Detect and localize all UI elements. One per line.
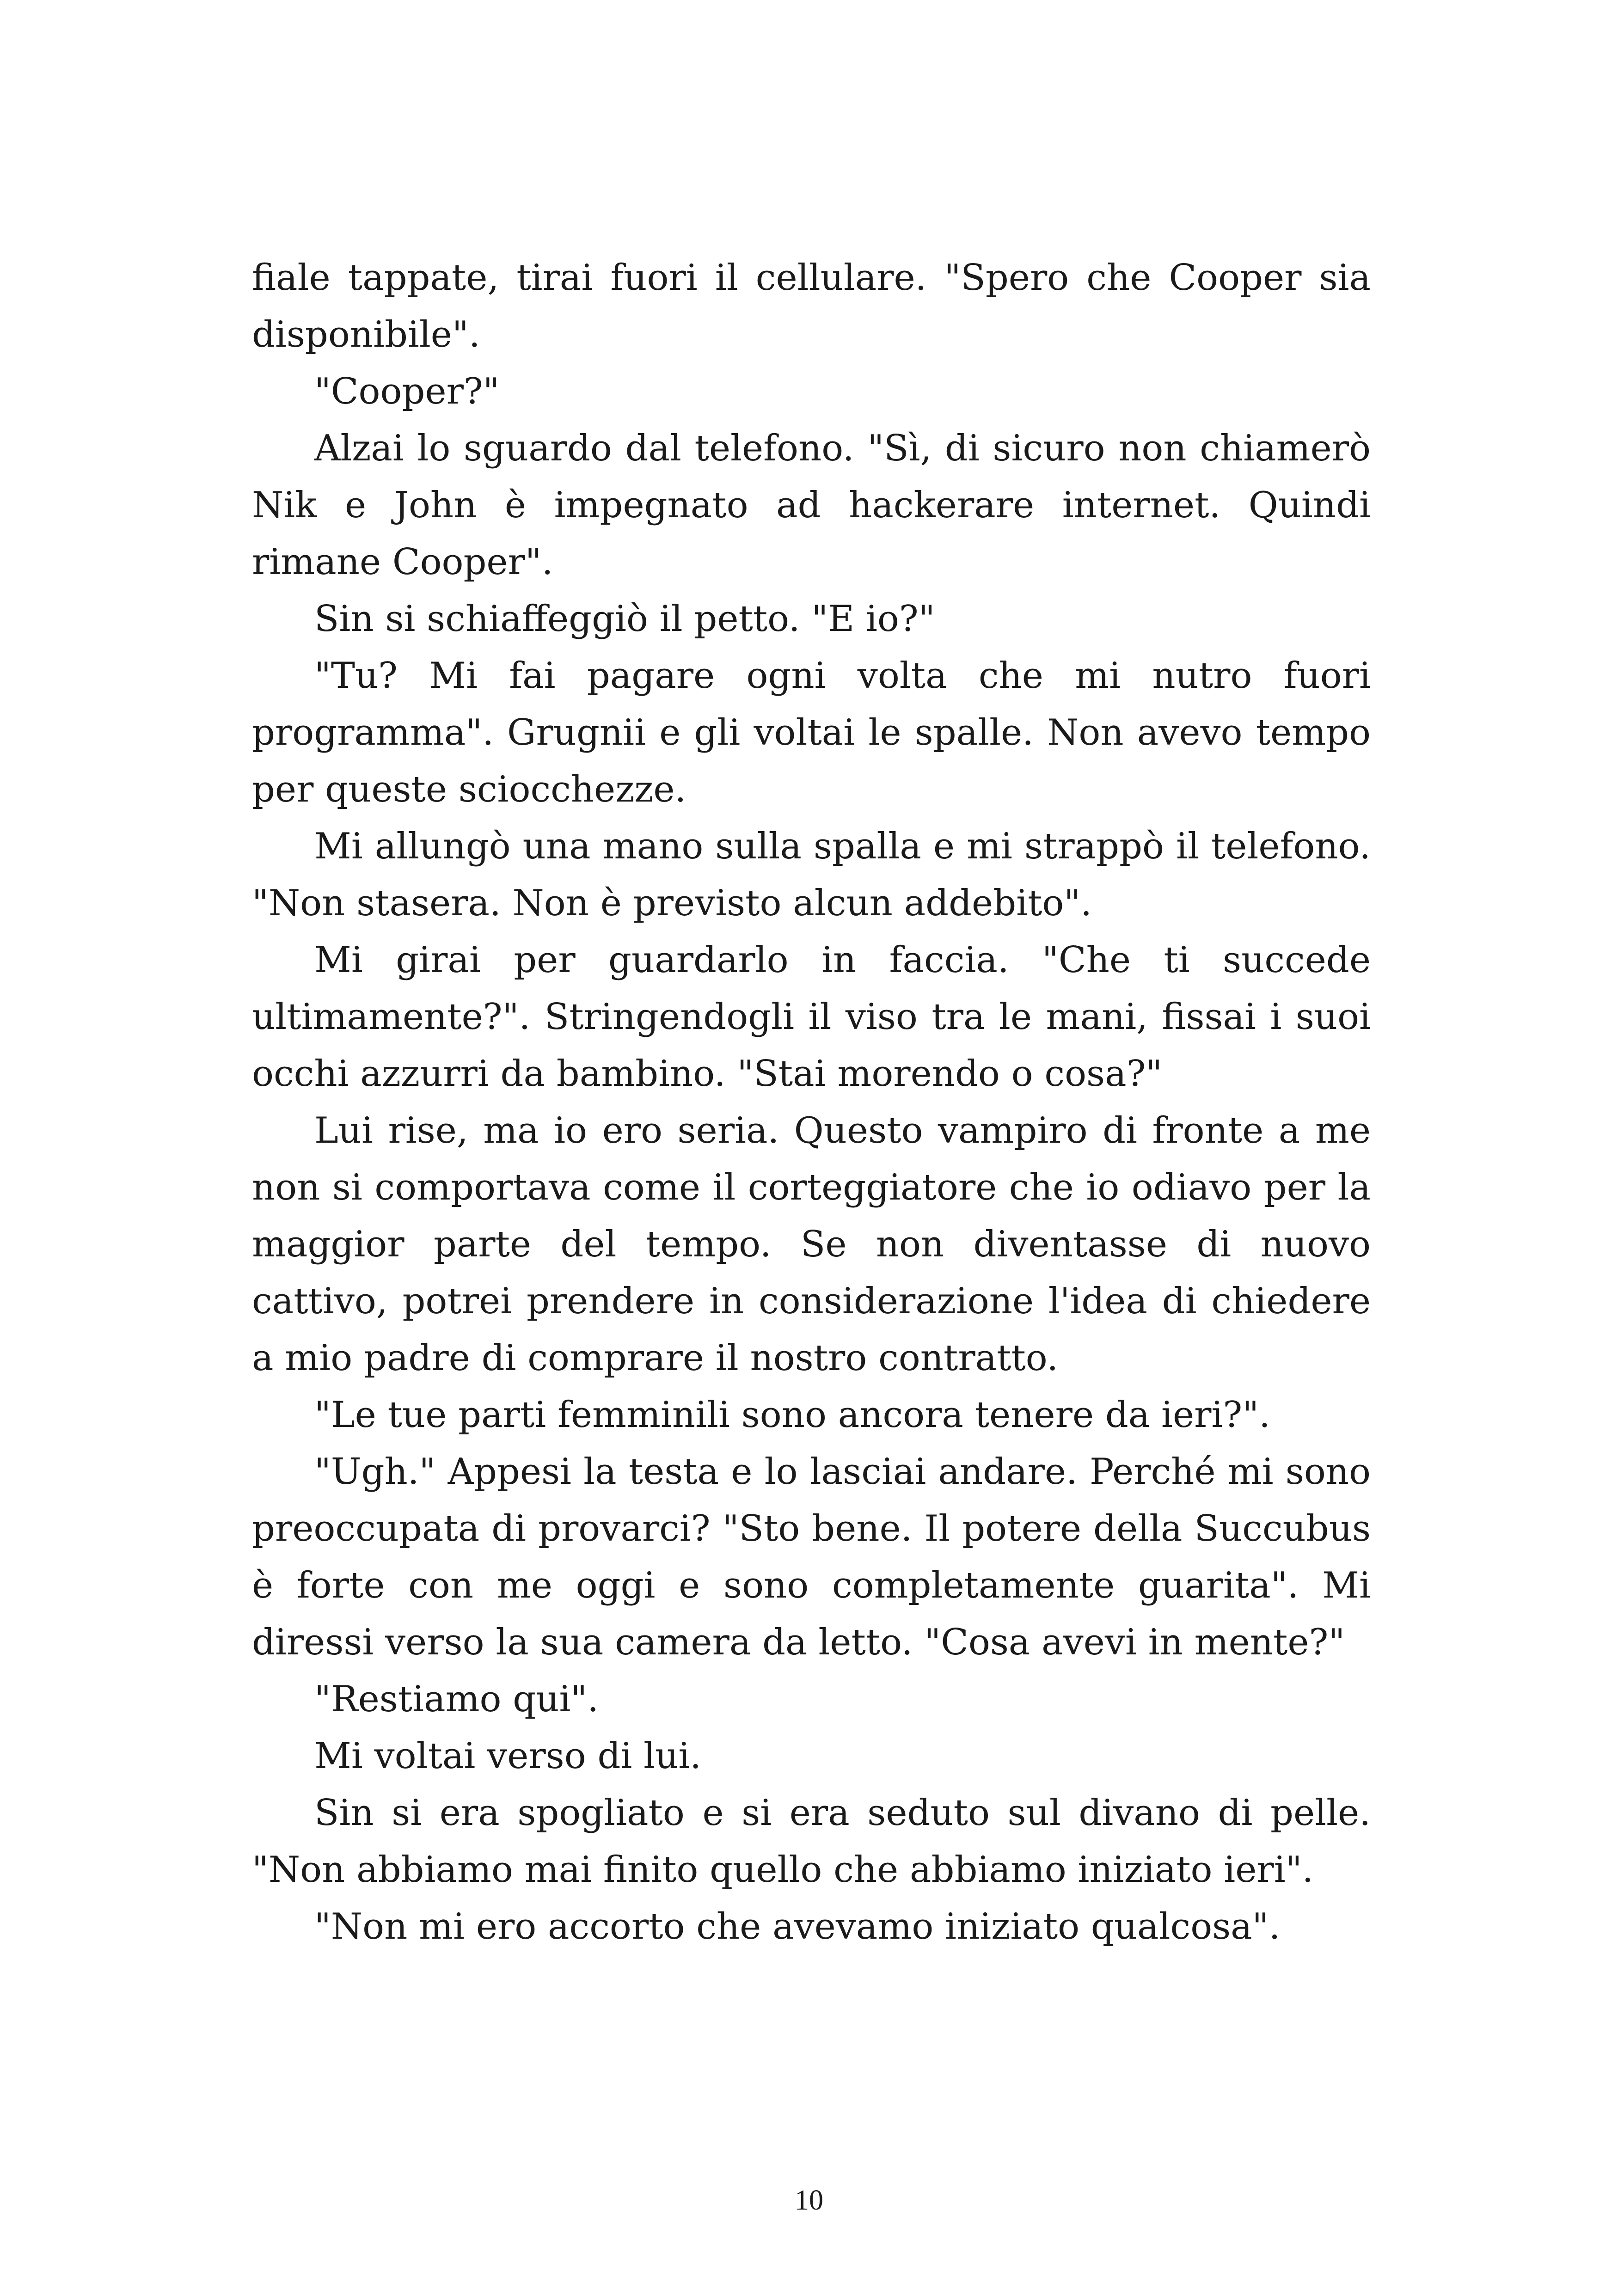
paragraph: "Le tue parti femminili sono ancora tenere da ieri?".: [314, 1394, 1270, 1436]
paragraph: "Restiamo qui".: [314, 1678, 599, 1720]
body-text: [252, 250, 1371, 1955]
paragraph: Sin si schiaffeggiò il petto. "E io?": [314, 598, 935, 640]
paragraph-continuation: fiale tappate, tirai fuori il cellulare. "Spero che Cooper sia disponibile".: [252, 257, 1371, 355]
paragraph: Sin si era spogliato e si era seduto sul divano di pelle. "Non abbiamo mai finito quello che abbiamo iniziato ieri".: [252, 1792, 1371, 1891]
paragraph: "Non mi ero accorto che avevamo iniziato qualcosa".: [314, 1906, 1281, 1947]
paragraph: "Tu? Mi fai pagare ogni volta che mi nutro fuori programma". Grugnii e gli voltai le spalle. Non avevo tempo per queste sciocchezze.: [252, 655, 1371, 810]
paragraph: "Cooper?": [314, 371, 500, 412]
page-number: 10: [795, 2185, 823, 2216]
paragraph: Mi voltai verso di lui.: [314, 1735, 702, 1777]
paragraph: Mi allungò una mano sulla spalla e mi strappò il telefono. "Non stasera. Non è previsto alcun addebito".: [252, 826, 1371, 924]
paragraph: "Ugh." Appesi la testa e lo lasciai andare. Perché mi sono preoccupata di provarci? "Sto bene. Il potere della Succubus è forte con me oggi e sono completamente guarita". Mi diressi verso la sua camera da letto. "Cosa avevi in mente?": [252, 1451, 1371, 1663]
paragraph: Lui rise, ma io ero seria. Questo vampiro di fronte a me non si comportava come il corteggiatore che io odiavo per la maggior parte del tempo. Se non diventasse di nuovo cattivo, potrei prendere in considerazione l'idea di chiedere a mio padre di comprare il nostro contratto.: [252, 1110, 1371, 1379]
paragraph: Alzai lo sguardo dal telefono. "Sì, di sicuro non chiamerò Nik e John è impegnato ad hackerare internet. Quindi rimane Cooper".: [252, 428, 1371, 583]
paragraph: Mi girai per guardarlo in faccia. "Che ti succede ultimamente?". Stringendogli il viso tra le mani, fissai i suoi occhi azzurri da bambino. "Stai morendo o cosa?": [252, 939, 1371, 1095]
